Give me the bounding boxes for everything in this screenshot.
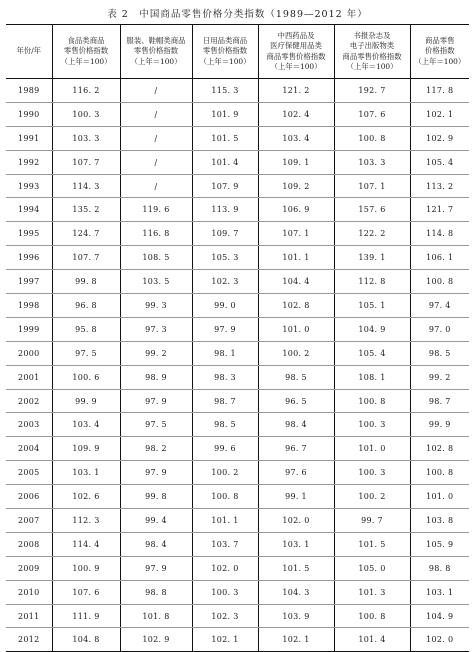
index-cell: 99. 2	[120, 341, 192, 365]
index-cell: 117. 8	[410, 79, 469, 103]
year-cell: 1993	[6, 174, 52, 198]
index-cell: 98. 3	[192, 365, 258, 389]
index-cell: 97. 3	[120, 317, 192, 341]
index-cell: 101. 1	[258, 246, 334, 270]
index-cell: 121. 7	[410, 198, 469, 222]
index-cell: 107. 6	[52, 580, 120, 604]
year-cell: 2000	[6, 341, 52, 365]
table-row	[6, 341, 469, 365]
index-cell: 101. 5	[334, 532, 410, 556]
index-cell: 98. 5	[192, 413, 258, 437]
column-header-line: （上年＝100）	[414, 56, 466, 66]
column-header-line: 医疗保健用品类	[270, 41, 322, 50]
index-cell: 103. 3	[52, 126, 120, 150]
index-cell: 102. 1	[258, 628, 334, 652]
index-cell: 116. 2	[52, 79, 120, 103]
table-row	[6, 246, 469, 270]
index-cell: 135. 2	[52, 198, 120, 222]
index-cell: 102. 6	[52, 485, 120, 509]
column-header-line: 商品零售	[424, 35, 455, 45]
index-cell: 97. 0	[410, 317, 469, 341]
index-cell: 115. 3	[192, 79, 258, 103]
index-cell: 98. 1	[192, 341, 258, 365]
index-cell: 109. 1	[258, 150, 334, 174]
column-header-line: 日用品类商品	[202, 35, 248, 45]
index-cell: 106. 1	[410, 246, 469, 270]
index-cell: 192. 7	[334, 79, 410, 103]
index-cell: 103. 1	[258, 532, 334, 556]
index-cell: 100. 8	[410, 461, 469, 485]
column-header-1	[52, 25, 120, 79]
index-cell: 100. 8	[334, 604, 410, 628]
index-cell: 99. 3	[120, 294, 192, 318]
index-cell: 95. 8	[52, 317, 120, 341]
index-cell: 101. 9	[192, 102, 258, 126]
index-cell: 104. 3	[258, 580, 334, 604]
index-cell: 112. 3	[52, 509, 120, 533]
index-cell: 104. 9	[334, 317, 410, 341]
index-cell: 99. 8	[52, 270, 120, 294]
year-cell: 1990	[6, 102, 52, 126]
index-cell: 97. 6	[258, 461, 334, 485]
table-body	[6, 79, 469, 652]
index-cell: 97. 9	[120, 389, 192, 413]
table-row	[6, 628, 469, 652]
table-row	[6, 532, 469, 556]
year-cell: 2004	[6, 437, 52, 461]
table-row	[6, 126, 469, 150]
index-cell: 98. 5	[410, 341, 469, 365]
index-cell: 124. 7	[52, 222, 120, 246]
index-cell: 99. 2	[410, 365, 469, 389]
column-header-line: （上年＝100）	[60, 56, 112, 66]
index-cell: 107. 1	[334, 174, 410, 198]
table-row	[6, 580, 469, 604]
column-header-line: 电子出版物类	[349, 41, 395, 50]
index-cell: 98. 2	[120, 437, 192, 461]
index-cell: 96. 8	[52, 294, 120, 318]
table-row	[6, 79, 469, 103]
header-row	[6, 25, 469, 79]
index-cell: 157. 6	[334, 198, 410, 222]
index-cell: 105. 3	[192, 246, 258, 270]
table-row	[6, 556, 469, 580]
year-cell: 1997	[6, 270, 52, 294]
year-cell: 2012	[17, 635, 40, 645]
table-row	[6, 222, 469, 246]
index-cell: 99. 4	[120, 509, 192, 533]
index-cell: 98. 8	[120, 580, 192, 604]
index-cell: /	[120, 174, 192, 198]
year-cell: 1989	[6, 79, 52, 103]
index-cell: 97. 5	[120, 413, 192, 437]
year-cell: 2009	[6, 556, 52, 580]
index-cell: 102. 0	[410, 628, 469, 652]
year-cell: 1998	[6, 294, 52, 318]
year-cell: 1991	[6, 126, 52, 150]
column-header-line: 年份/年	[16, 46, 42, 56]
year-cell: 1992	[6, 150, 52, 174]
index-cell: 109. 2	[258, 174, 334, 198]
table-row	[6, 317, 469, 341]
index-cell: 105. 1	[334, 294, 410, 318]
index-cell: 100. 3	[192, 580, 258, 604]
index-cell: 103. 4	[52, 413, 120, 437]
table-row	[6, 365, 469, 389]
index-cell: 100. 8	[192, 485, 258, 509]
index-cell: 99. 6	[192, 437, 258, 461]
index-cell: 119. 6	[120, 198, 192, 222]
column-header-line: 中西药品及	[277, 30, 315, 40]
year-cell: 2002	[6, 389, 52, 413]
column-header-line: （上年＝100）	[270, 62, 322, 71]
index-cell: /	[120, 79, 192, 103]
column-header-line: 书报杂志及	[353, 30, 391, 40]
index-cell: 101. 0	[258, 317, 334, 341]
column-header-0	[6, 25, 52, 79]
index-cell: 98. 7	[192, 389, 258, 413]
index-cell: 114. 8	[410, 222, 469, 246]
column-header-line: （上年＝100）	[199, 56, 251, 66]
index-cell: 97. 9	[120, 461, 192, 485]
index-cell: 98. 5	[258, 365, 334, 389]
index-cell: /	[120, 150, 192, 174]
index-cell: 139. 1	[334, 246, 410, 270]
index-cell: /	[120, 126, 192, 150]
index-cell: 103. 3	[334, 150, 410, 174]
index-cell: 102. 0	[258, 509, 334, 533]
index-cell: 111. 9	[52, 604, 120, 628]
index-cell: 109. 9	[52, 437, 120, 461]
table-row	[6, 198, 469, 222]
index-cell: 100. 2	[258, 341, 334, 365]
index-cell: 102. 0	[192, 556, 258, 580]
index-cell: 114. 4	[52, 532, 120, 556]
index-cell: 113. 2	[410, 174, 469, 198]
column-header-line: 零售价格指数	[202, 46, 248, 56]
index-cell: 98. 9	[120, 365, 192, 389]
column-header-6	[410, 25, 469, 79]
column-header-line: 零售价格指数	[133, 46, 179, 56]
index-cell: 99. 9	[52, 389, 120, 413]
index-cell: 99. 7	[334, 509, 410, 533]
index-cell: 99. 8	[120, 485, 192, 509]
index-cell: 107. 7	[52, 150, 120, 174]
index-cell: 122. 2	[334, 222, 410, 246]
index-cell: 96. 5	[258, 389, 334, 413]
index-cell: 108. 1	[334, 365, 410, 389]
index-cell: 103. 1	[410, 580, 469, 604]
table-row	[6, 174, 469, 198]
index-cell: 98. 4	[120, 532, 192, 556]
index-cell: 109. 7	[192, 222, 258, 246]
index-cell: 105. 4	[410, 150, 469, 174]
index-cell: 99. 0	[192, 294, 258, 318]
table-row	[6, 437, 469, 461]
index-cell: 100. 9	[52, 556, 120, 580]
column-header-line: 零售价格指数	[63, 46, 109, 56]
column-header-5	[334, 25, 410, 79]
index-cell: 101. 8	[120, 604, 192, 628]
index-cell: 116. 8	[120, 222, 192, 246]
table-title: 表 2 中国商品零售价格分类指数（1989—2012 年）	[107, 9, 368, 20]
column-header-line: （上年＝100）	[346, 62, 398, 71]
index-cell: 107. 9	[192, 174, 258, 198]
index-cell: 104. 8	[52, 628, 120, 652]
column-header-3	[192, 25, 258, 79]
index-cell: 105. 0	[334, 556, 410, 580]
table-row	[6, 270, 469, 294]
index-cell: 103. 1	[52, 461, 120, 485]
column-header-line: （上年＝100）	[130, 56, 182, 66]
index-cell: /	[120, 102, 192, 126]
table-row	[6, 461, 469, 485]
index-cell: 102. 4	[258, 102, 334, 126]
table-row	[6, 389, 469, 413]
column-header-4	[258, 25, 334, 79]
index-cell: 102. 8	[410, 437, 469, 461]
column-header-line: 价格指数	[424, 46, 455, 56]
index-cell: 98. 8	[410, 556, 469, 580]
index-cell: 97. 9	[192, 317, 258, 341]
year-cell: 2006	[6, 485, 52, 509]
table-row	[6, 413, 469, 437]
index-cell: 102. 3	[192, 604, 258, 628]
index-cell: 100. 2	[192, 461, 258, 485]
index-cell: 103. 4	[258, 126, 334, 150]
index-cell: 101. 0	[410, 485, 469, 509]
index-cell: 114. 3	[52, 174, 120, 198]
index-cell: 101. 3	[334, 580, 410, 604]
table-row	[6, 485, 469, 509]
table-row	[6, 294, 469, 318]
index-cell: 100. 3	[334, 413, 410, 437]
year-cell: 1996	[6, 246, 52, 270]
index-cell: 112. 8	[334, 270, 410, 294]
index-cell: 99. 1	[258, 485, 334, 509]
index-cell: 105. 9	[410, 532, 469, 556]
index-cell: 102. 1	[410, 102, 469, 126]
column-header-line: 服装、鞋帽类商品	[126, 35, 186, 45]
index-cell: 101. 1	[192, 509, 258, 533]
column-header-2	[120, 25, 192, 79]
index-cell: 106. 9	[258, 198, 334, 222]
index-cell: 100. 8	[334, 126, 410, 150]
year-cell: 1994	[6, 198, 52, 222]
year-cell: 1999	[6, 317, 52, 341]
index-cell: 100. 3	[52, 102, 120, 126]
year-cell: 2005	[6, 461, 52, 485]
year-cell: 2010	[6, 580, 52, 604]
index-cell: 99. 9	[410, 413, 469, 437]
index-cell: 100. 8	[410, 270, 469, 294]
index-cell: 97. 5	[52, 341, 120, 365]
index-cell: 121. 2	[258, 79, 334, 103]
table-row	[6, 102, 469, 126]
index-cell: 97. 4	[410, 294, 469, 318]
index-cell: 100. 8	[334, 389, 410, 413]
index-cell: 98. 7	[410, 389, 469, 413]
index-cell: 103. 7	[192, 532, 258, 556]
column-header-line: 商品零售价格指数	[266, 51, 326, 61]
index-cell: 101. 5	[192, 126, 258, 150]
index-cell: 103. 5	[120, 270, 192, 294]
year-cell: 2011	[6, 604, 52, 628]
index-cell: 98. 4	[258, 413, 334, 437]
index-cell: 101. 0	[334, 437, 410, 461]
index-cell: 96. 7	[258, 437, 334, 461]
table-row	[6, 150, 469, 174]
index-cell: 101. 4	[192, 150, 258, 174]
year-cell: 2001	[6, 365, 52, 389]
index-cell: 113. 9	[192, 198, 258, 222]
index-cell: 102. 8	[258, 294, 334, 318]
column-header-line: 食品类商品	[67, 35, 105, 45]
index-cell: 108. 5	[120, 246, 192, 270]
year-cell: 2003	[6, 413, 52, 437]
index-cell: 107. 6	[334, 102, 410, 126]
table-row	[6, 604, 469, 628]
index-cell: 100. 6	[52, 365, 120, 389]
index-cell: 105. 4	[334, 341, 410, 365]
year-cell: 1995	[6, 222, 52, 246]
index-cell: 101. 5	[258, 556, 334, 580]
index-cell: 107. 7	[52, 246, 120, 270]
year-cell: 2007	[6, 509, 52, 533]
column-header-line: 商品零售价格指数	[342, 51, 402, 61]
price-index-table	[6, 24, 469, 652]
index-cell: 103. 9	[258, 604, 334, 628]
table-row	[6, 509, 469, 533]
index-cell: 100. 2	[334, 485, 410, 509]
index-cell: 104. 9	[410, 604, 469, 628]
index-cell: 103. 8	[410, 509, 469, 533]
index-cell: 101. 4	[334, 628, 410, 652]
index-cell: 97. 9	[120, 556, 192, 580]
index-cell: 107. 1	[258, 222, 334, 246]
index-cell: 102. 9	[120, 628, 192, 652]
index-cell: 104. 4	[258, 270, 334, 294]
index-cell: 102. 9	[410, 126, 469, 150]
index-cell: 100. 3	[334, 461, 410, 485]
index-cell: 102. 1	[192, 628, 258, 652]
year-cell: 2008	[6, 532, 52, 556]
index-cell: 102. 3	[192, 270, 258, 294]
